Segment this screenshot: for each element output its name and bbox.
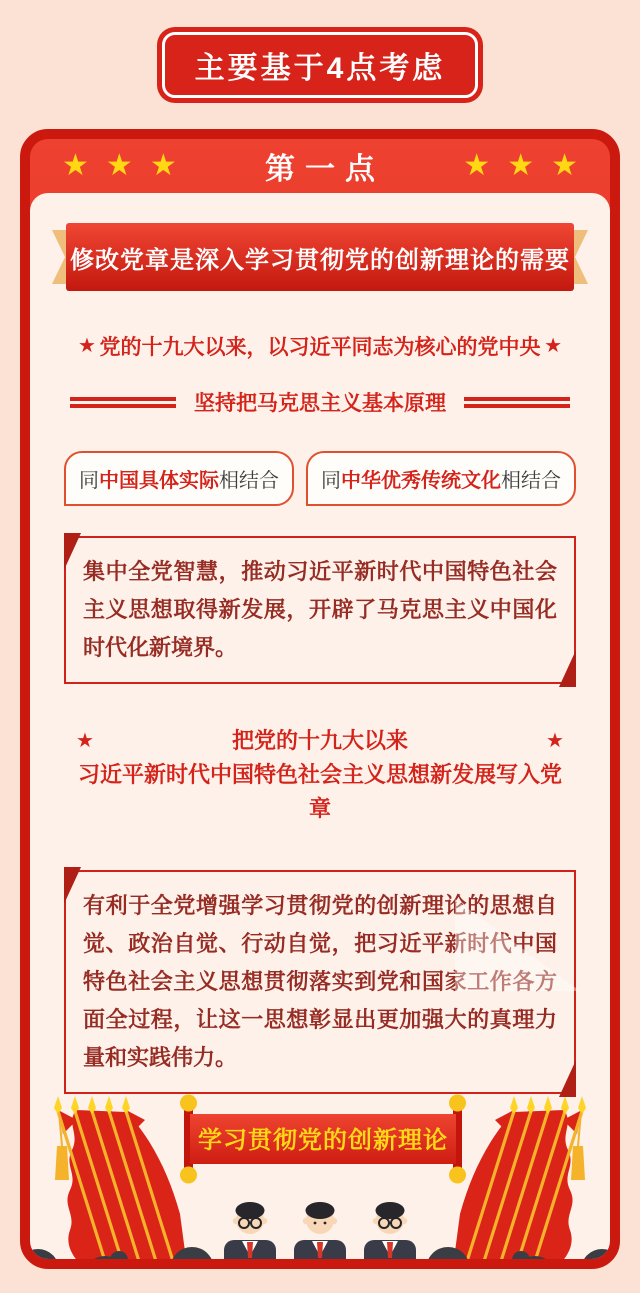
pill-traditional-culture	[306, 451, 576, 506]
double-rule-left	[70, 397, 176, 408]
star-icon: ★	[544, 335, 562, 357]
highlight-box-1: 集中全党智慧，推动习近平新时代中国特色社会主义思想取得新发展，开辟了马克思主义中国化时代化新境界。	[64, 536, 576, 684]
double-rule-right	[464, 397, 570, 408]
officials	[224, 1202, 416, 1259]
statement-line-1: 把党的十九大以来	[231, 728, 408, 753]
section-card	[20, 129, 620, 1269]
star-icon: ★	[507, 149, 535, 182]
star-icon: ★	[463, 149, 491, 182]
header-stars-left	[62, 151, 177, 181]
star-icon: ★	[149, 149, 177, 182]
pill-prefix: 同	[79, 470, 99, 492]
meeting-illustration	[30, 1094, 610, 1259]
star-icon: ★	[62, 149, 89, 182]
keyline	[60, 387, 580, 417]
statement-line-2: 习近平新时代中国特色社会主义思想新发展写入党章	[77, 762, 562, 821]
main-title-banner	[157, 27, 484, 103]
lead-text: 党的十九大以来，以习近平同志为核心的党中央	[99, 336, 541, 359]
star-icon: ★	[76, 730, 94, 752]
pill-row	[60, 451, 580, 506]
section-header	[30, 139, 610, 193]
pill-prefix: 同	[321, 470, 341, 492]
statement-line-1-row	[68, 724, 572, 758]
pill-suffix: 相结合	[501, 470, 561, 492]
star-statement	[68, 724, 572, 826]
star-icon: ★	[105, 149, 133, 182]
pill-highlight: 中华优秀传统文化	[341, 470, 501, 492]
star-icon: ★	[546, 730, 564, 752]
section-body	[30, 193, 610, 1259]
main-title-text: 主要基于4点考虑	[162, 32, 479, 98]
star-icon: ★	[78, 335, 96, 357]
highlight-box-2: 有利于全党增强学习贯彻党的创新理论的思想自觉、政治自觉、行动自觉，把习近平新时代中国特色社会主义思想贯彻落实到党和国家工作各方面全过程，让这一思想彰显出更加强大的真理力量和实践伟力。	[64, 870, 576, 1094]
pill-china-reality	[64, 451, 294, 506]
pill-suffix: 相结合	[219, 470, 279, 492]
pill-highlight: 中国具体实际	[99, 470, 219, 492]
slogan-banner-text: 学习贯彻党的创新理论	[198, 1127, 448, 1154]
keyline-text: 坚持把马克思主义基本原理	[194, 392, 446, 415]
lead-line	[78, 331, 562, 361]
ribbon-red-band	[66, 223, 574, 291]
slogan-banner	[180, 1095, 466, 1184]
star-icon: ★	[551, 149, 578, 182]
ribbon-title: 修改党章是深入学习贯彻党的创新理论的需要	[70, 246, 570, 274]
header-stars-right	[463, 151, 578, 181]
ribbon-banner	[52, 223, 588, 291]
section-title: 第一点	[265, 153, 385, 186]
